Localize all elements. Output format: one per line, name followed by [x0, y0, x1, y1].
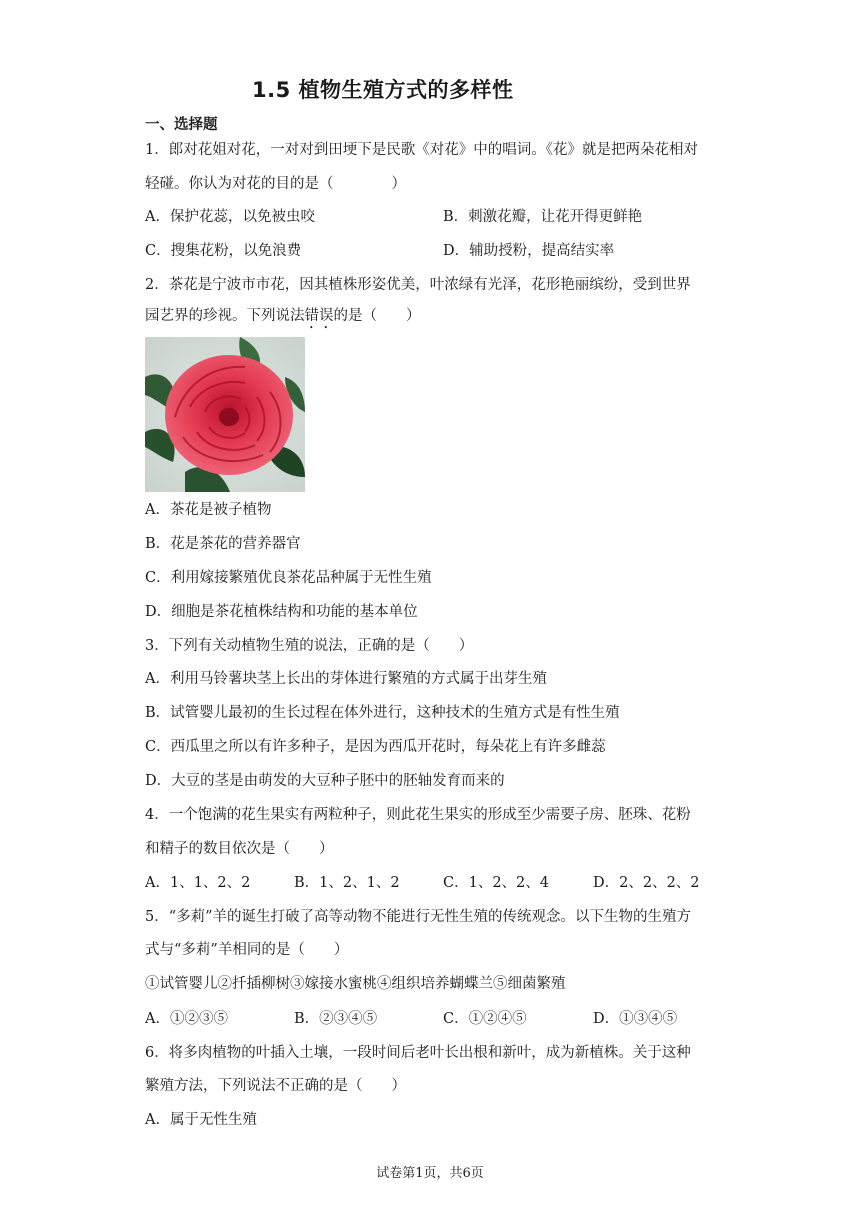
q4-option-d: D．2、2、2、2 — [593, 875, 700, 891]
q4-option-b: B．1、2、1、2 — [294, 875, 400, 891]
q5-option-c: C．①②④⑤ — [443, 1011, 527, 1027]
q2-option-a: A．茶花是被子植物 — [145, 502, 272, 518]
q2-stem-line2 — [145, 306, 421, 332]
camellia-flower-image — [145, 337, 305, 492]
q6-option-a: A．属于无性生殖 — [145, 1112, 257, 1128]
q6-stem-line2: 繁殖方法，下列说法不正确的是（ ） — [145, 1078, 406, 1094]
q5-option-b: B．②③④⑤ — [294, 1011, 378, 1027]
q3-stem-line1: 3．下列有关动植物生殖的说法，正确的是（ ） — [145, 638, 474, 654]
q4-option-c: C．1、2、2、4 — [443, 875, 549, 891]
q3-option-d: D．大豆的茎是由萌发的大豆种子胚中的胚轴发育而来的 — [145, 773, 505, 789]
q2-option-d: D．细胞是茶花植株结构和功能的基本单位 — [145, 604, 418, 620]
q2-option-b: B．花是茶花的营养器官 — [145, 536, 301, 552]
q1-option-b: B．刺激花瓣，让花开得更鲜艳 — [443, 209, 643, 225]
q4-stem-line2: 和精子的数目依次是（ ） — [145, 841, 334, 857]
section-heading: 一、选择题 — [145, 117, 218, 133]
q6-stem-line1: 6．将多肉植物的叶插入土壤，一段时间后老叶长出根和新叶，成为新植株。关于这种 — [145, 1045, 691, 1061]
q1-stem-line1: 1．郎对花姐对花，一对对到田埂下是民歌《对花》中的唱词。《花》就是把两朵花相对 — [145, 142, 698, 158]
q2-stem-line2-pre: 园艺界的珍视。下列说法 — [145, 308, 305, 324]
q5-option-a: A．①②③⑤ — [145, 1011, 228, 1027]
page-title: 1.5 植物生殖方式的多样性 — [252, 78, 514, 102]
q2-stem-line2-post: 的是（ ） — [333, 308, 421, 324]
q3-option-c: C．西瓜里之所以有许多种子，是因为西瓜开花时，每朵花上有许多雌蕊 — [145, 739, 606, 755]
q2-stem-line1: 2．茶花是宁波市市花，因其植株形姿优美，叶浓绿有光泽，花形艳丽缤纷，受到世界 — [145, 277, 691, 293]
q4-option-a: A．1、1、2、2 — [145, 875, 251, 891]
q3-option-b: B．试管婴儿最初的生长过程在体外进行，这种技术的生殖方式是有性生殖 — [145, 705, 620, 721]
q2-option-c: C．利用嫁接繁殖优良茶花品种属于无性生殖 — [145, 570, 432, 586]
q1-option-c: C．搜集花粉，以免浪费 — [145, 243, 302, 259]
q5-stem-line3: ①试管婴儿②扦插柳树③嫁接水蜜桃④组织培养蝴蝶兰⑤细菌繁殖 — [145, 976, 566, 992]
q1-option-d: D．辅助授粉，提高结实率 — [443, 243, 615, 259]
q5-stem-line1: 5．“多莉”羊的诞生打破了高等动物不能进行无性生殖的传统观念。以下生物的生殖方 — [145, 909, 692, 925]
q2-emphasis-word: 错误 — [304, 308, 334, 324]
q4-stem-line1: 4．一个饱满的花生果实有两粒种子，则此花生果实的形成至少需要子房、胚珠、花粉 — [145, 807, 691, 823]
q3-option-a: A．利用马铃薯块茎上长出的芽体进行繁殖的方式属于出芽生殖 — [145, 671, 547, 687]
q5-option-d: D．①③④⑤ — [593, 1011, 678, 1027]
page-footer: 试卷第1页，共6页 — [376, 1166, 484, 1181]
q1-stem-line2: 轻碰。你认为对花的目的是（ ） — [145, 176, 406, 192]
q1-option-a: A．保护花蕊，以免被虫咬 — [145, 209, 315, 225]
q5-stem-line2: 式与“多莉”羊相同的是（ ） — [145, 942, 349, 958]
